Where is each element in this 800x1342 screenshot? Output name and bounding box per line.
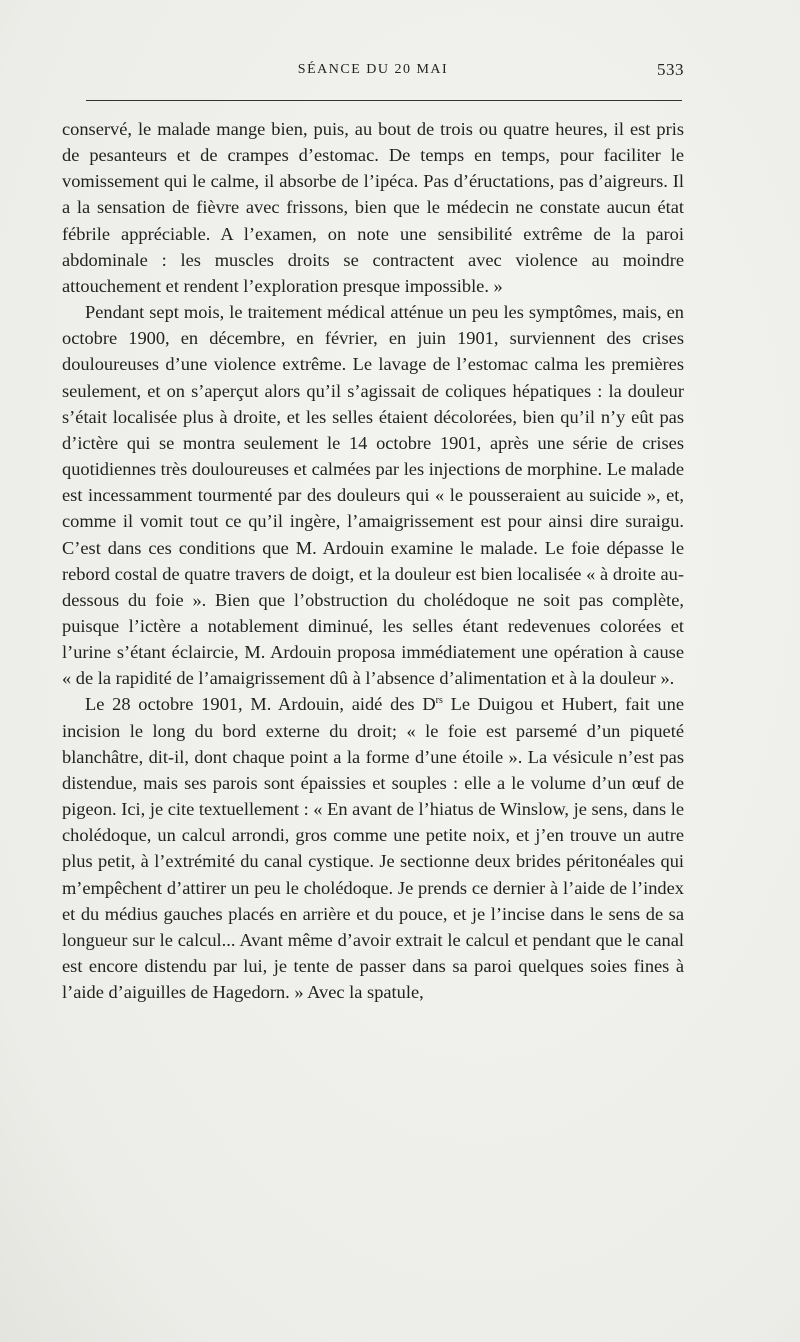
paragraph-3: [62, 691, 684, 1005]
running-header: [62, 58, 684, 88]
paragraph-3-start: Le 28 octobre 1901, M. Ardouin, aidé des D: [85, 694, 436, 715]
page-number: 533: [657, 60, 684, 79]
header-title: SÉANCE DU 20 MAI: [297, 62, 449, 77]
paragraph-1: conservé, le malade mange bien, puis, au bout de trois ou quatre heures, il est pris de pesanteurs et de crampes d’estomac. De temps en temps, pour faciliter le vomissement qui le calme, il absorbe de l’ipéca. Pas d’éructations, pas d’aigreurs. Il a la sensation de fièvre avec frissons, bien que le médecin ne constate aucun état fébrile appréciable. A l’examen, on note une sensibilité extrême de la paroi abdominale : les muscles droits se contractent avec violence au moindre attouchement et rendent l’exploration presque impossible. »: [62, 119, 684, 296]
paragraph-2: Pendant sept mois, le traitement médical atténue un peu les symptômes, mais, en octobre 1900, en décembre, en février, en juin 1901, surviennent des crises douloureuses d’une violence extrême. Le lavage de l’estomac calma les premières seulement, et on s’aperçut alors qu’il s’agissait de coliques hépatiques : la douleur s’était localisée plus à droite, et les selles étaient décolorées, bien qu’il n’y eût pas d’ictère qui se montra seulement le 14 octobre 1901, après une série de crises quotidiennes très douloureuses et calmées par les injections de morphine. Le malade est incessamment tourmenté par des douleurs qui « le pousseraient au suicide », et, comme il vomit tout ce qu’il ingère, l’amaigrissement est pour ainsi dire suraigu. C’est dans ces conditions que M. Ardouin examine le malade. Le foie dépasse le rebord costal de quatre travers de doigt, et la douleur est bien localisée « à droite au-dessous du foie ». Bien que l’obstruction du cholédoque ne soit pas complète, puisque l’ictère a notablement diminué, les selles étant redevenues colorées et l’urine s’étant éclaircie, M. Ardouin proposa immédiatement une opération à cause « de la rapidité de l’amaigrissement dû à l’absence d’alimentation et à la douleur ».: [62, 302, 684, 689]
header-rule: [86, 100, 682, 101]
doctors-superscript: rs: [435, 695, 443, 707]
paragraph-3-rest: Le Duigou et Hubert, fait une incision le long du bord externe du droit; « le foie est parsemé d’un piqueté blanchâtre, dit-il, dont chaque point a la forme d’une étoile ». La vésicule n’est pas distendue, mais ses parois sont épaissies et souples : elle a le volume d’un œuf de pigeon. Ici, je cite textuellement : « En avant de l’hiatus de Winslow, je sens, dans le cholédoque, un calcul arrondi, gros comme une petite noix, et j’en trouve un autre plus petit, à l’extrémité du canal cystique. Je sectionne deux brides péritonéales qui m’empêchent d’attirer un peu le cholédoque. Je prends ce dernier à l’aide de l’index et du médius gauches placés en arrière et du pouce, et je l’incise dans le sens de sa longueur sur le calcul... Avant même d’avoir extrait le calcul et pendant que le canal est encore distendu par lui, je tente de passer dans sa paroi quelques soies fines à l’aide d’aiguilles de Hagedorn. » Avec la spatule,: [62, 694, 684, 1003]
body-text: [62, 116, 684, 1005]
